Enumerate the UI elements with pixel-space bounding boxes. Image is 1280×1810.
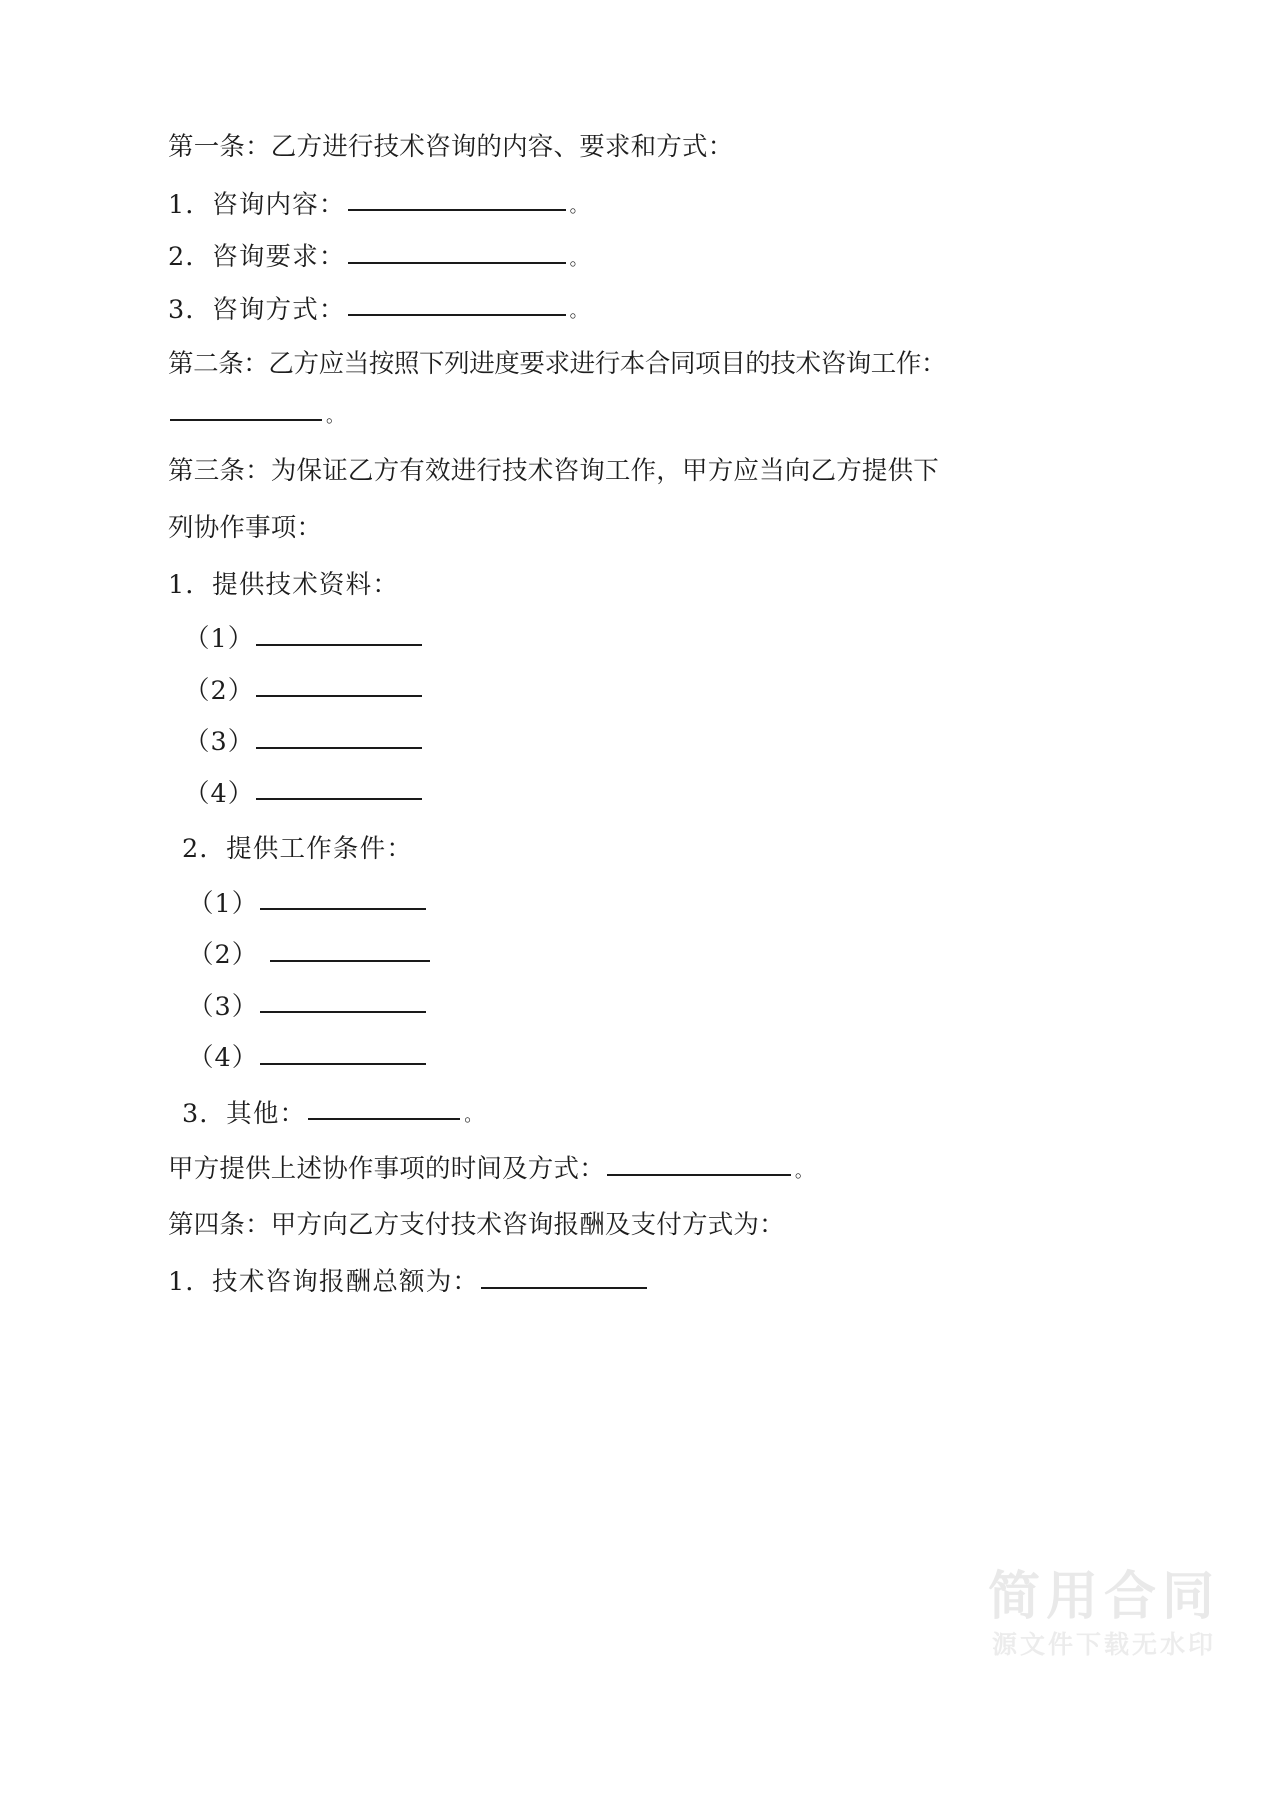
sub-item-4-label: （4） [184, 778, 255, 809]
period-mark: 。 [326, 405, 345, 427]
clause-3-item-2 [168, 834, 1128, 864]
clause-3-item-2-label: 2．提供工作条件： [182, 834, 414, 864]
clause-1-item-3-label: 3．咨询方式： [168, 294, 346, 325]
blank-field-consult-content[interactable] [348, 208, 566, 211]
watermark-brand: 简用合同 [987, 1566, 1220, 1627]
clause-2-heading-text: 第二条：乙方应当按照下列进度要求进行本合同项目的技术咨询工作： [168, 349, 947, 379]
period-mark: 。 [569, 196, 589, 217]
clause-3-item-1-sub-2 [168, 675, 1128, 706]
clause-3-heading-line-2 [168, 513, 1128, 543]
clause-4-heading [168, 1209, 1128, 1240]
blank-field-tech-doc-3[interactable] [256, 746, 422, 749]
clause-1-heading-text: 第一条：乙方进行技术咨询的内容、要求和方式： [168, 132, 734, 162]
clause-1-heading [168, 132, 1128, 162]
clause-3-heading-text-2: 列协作事项： [168, 513, 323, 543]
blank-field-work-cond-3[interactable] [260, 1010, 426, 1013]
clause-4-item-1-label: 1．技术咨询报酬总额为： [168, 1267, 480, 1297]
period-mark: 。 [464, 1105, 483, 1126]
blank-field-timing[interactable] [607, 1173, 791, 1176]
sub-item-3-label: （3） [188, 991, 259, 1022]
blank-field-tech-doc-2[interactable] [256, 694, 422, 697]
clause-1-item-1 [168, 189, 1128, 220]
clause-3-item-3 [168, 1098, 1128, 1129]
clause-2-blank-line [168, 405, 1128, 428]
blank-field-schedule[interactable] [170, 418, 322, 421]
blank-field-other[interactable] [308, 1117, 460, 1120]
blank-field-work-cond-4[interactable] [260, 1062, 426, 1065]
sub-item-3-label: （3） [184, 727, 255, 757]
blank-field-tech-doc-1[interactable] [256, 643, 422, 646]
document-body [168, 132, 1128, 1297]
clause-3-item-2-sub-3 [168, 991, 1128, 1022]
blank-field-work-cond-1[interactable] [260, 907, 426, 910]
clause-3-item-2-sub-1 [168, 888, 1128, 919]
clause-3-item-1 [168, 569, 1128, 600]
clause-3-heading-text-1: 第三条：为保证乙方有效进行技术咨询工作，甲方应当向乙方提供下 [168, 455, 940, 486]
clause-2-heading [168, 349, 1128, 379]
sub-item-2-label: （2） [184, 675, 255, 706]
blank-field-total-fee[interactable] [481, 1286, 647, 1289]
clause-4-item-1 [168, 1267, 1128, 1297]
blank-field-consult-requirement[interactable] [348, 261, 566, 264]
watermark-tagline: 源文件下载无水印 [991, 1629, 1216, 1659]
period-mark: 。 [569, 248, 589, 270]
clause-3-item-2-sub-4 [168, 1043, 1128, 1073]
sub-item-4-label: （4） [188, 1043, 259, 1073]
watermark [987, 1566, 1220, 1659]
blank-field-tech-doc-4[interactable] [256, 797, 422, 800]
clause-1-item-1-label: 1．咨询内容： [168, 189, 346, 220]
period-mark: 。 [569, 301, 589, 322]
period-mark: 。 [794, 1160, 814, 1182]
clause-1-item-2-label: 2．咨询要求： [168, 242, 346, 272]
blank-field-consult-method[interactable] [348, 313, 566, 316]
cooperation-timing-line [168, 1154, 1128, 1184]
cooperation-timing-label: 甲方提供上述协作事项的时间及方式： [168, 1154, 605, 1184]
blank-field-work-cond-2[interactable] [270, 959, 430, 962]
sub-item-1-label: （1） [184, 624, 255, 654]
clause-3-item-1-label: 1．提供技术资料： [168, 569, 400, 600]
clause-3-item-1-sub-4 [168, 778, 1128, 809]
sub-item-1-label: （1） [188, 888, 259, 919]
clause-3-item-1-sub-3 [168, 727, 1128, 757]
clause-4-heading-text: 第四条：甲方向乙方支付技术咨询报酬及支付方式为： [168, 1209, 785, 1240]
clause-1-item-2 [168, 242, 1128, 272]
clause-3-heading-line-1 [168, 455, 1128, 486]
clause-3-item-2-sub-2 [168, 940, 1128, 970]
sub-item-2-label: （2） [188, 940, 259, 970]
clause-3-item-3-label: 3．其他： [182, 1098, 307, 1129]
clause-3-item-1-sub-1 [168, 624, 1128, 654]
clause-1-item-3 [168, 294, 1128, 325]
